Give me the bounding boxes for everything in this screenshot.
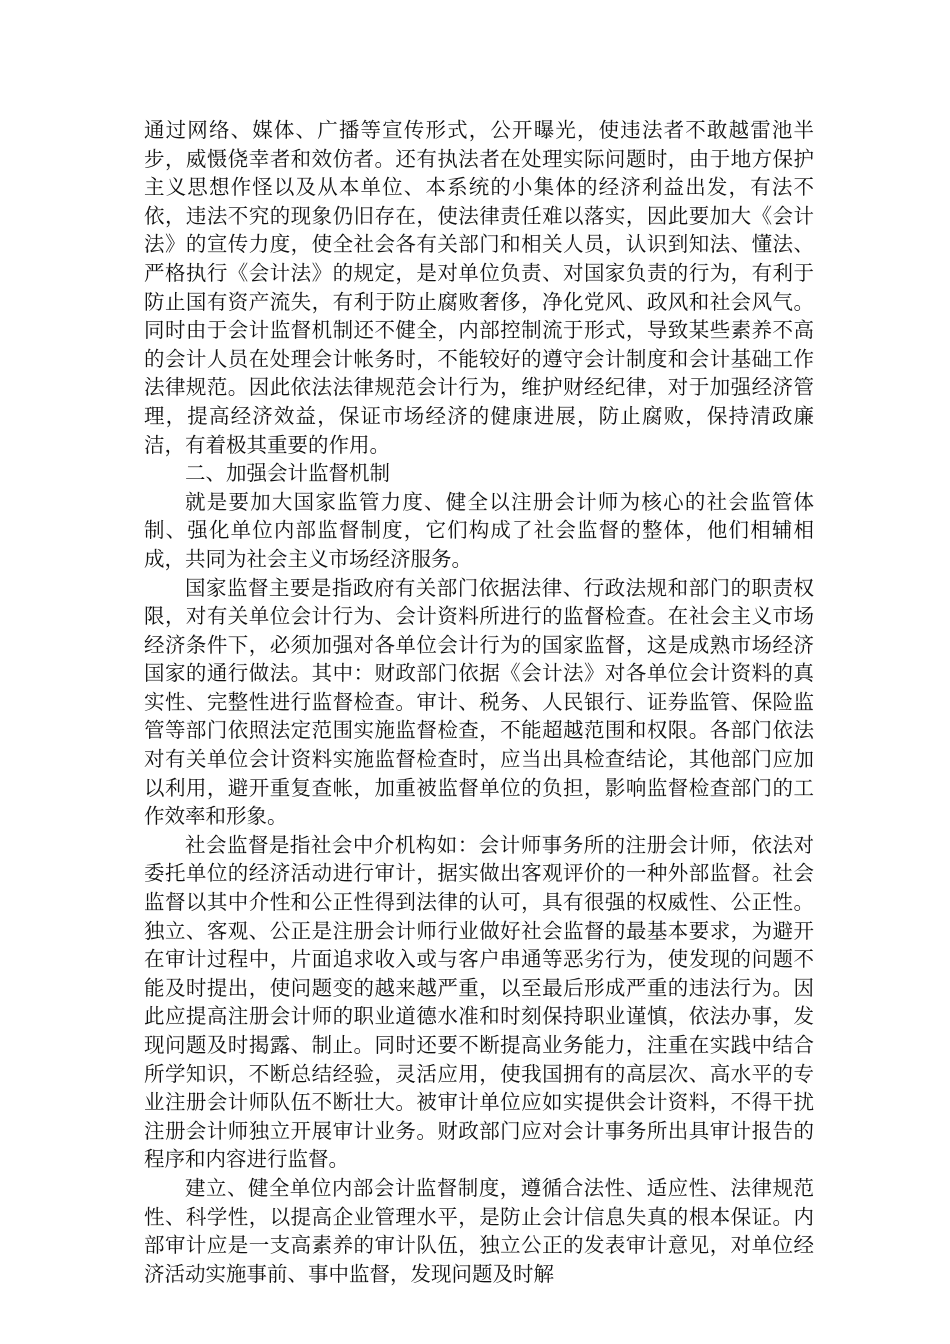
- paragraph-internal-supervision: 建立、健全单位内部会计监督制度，遵循合法性、适应性、法律规范性、科学性，以提高企业管理水平，是防止会计信息失真的根本保证。内部审计应是一支高素养的审计队伍，独立公正的发表审计意见，对单位经济活动实施事前、事中监督，发现问题及时解: [144, 1175, 814, 1286]
- document-body: [144, 116, 814, 1288]
- paragraph-intro: 就是要加大国家监管力度、健全以注册会计师为核心的社会监管体制、强化单位内部监督制度，它们构成了社会监督的整体，他们相辅相成，共同为社会主义市场经济服务。: [144, 489, 814, 571]
- paragraph-state-supervision: 国家监督主要是指政府有关部门依据法律、行政法规和部门的职责权限，对有关单位会计行为、会计资料所进行的监督检查。在社会主义市场经济条件下，必须加强对各单位会计行为的国家监督，这是成熟市场经济国家的通行做法。其中：财政部门依据《会计法》对各单位会计资料的真实性、完整性进行监督检查。审计、税务、人民银行、证券监管、保险监管等部门依照法定范围实施监督检查，不能超越范围和权限。各部门依法对有关单位会计资料实施监督检查时，应当出具检查结论，其他部门应加以利用，避开重复查帐，加重被监督单位的负担，影响监督检查部门的工作效率和形象。: [144, 575, 814, 829]
- paragraph-continued: 通过网络、媒体、广播等宣传形式，公开曝光，使违法者不敢越雷池半步，威慑侥幸者和效仿者。还有执法者在处理实际问题时，由于地方保护主义思想作怪以及从本单位、本系统的小集体的经济利益出发，有法不依，违法不究的现象仍旧存在，使法律责任难以落实，因此要加大《会计法》的宣传力度，使全社会各有关部门和相关人员，认识到知法、懂法、严格执行《会计法》的规定，是对单位负责、对国家负责的行为，有利于防止国有资产流失，有利于防止腐败奢侈，净化党风、政风和社会风气。同时由于会计监督机制还不健全，内部控制流于形式，导致某些素养不高的会计人员在处理会计帐务时，不能较好的遵守会计制度和会计基础工作法律规范。因此依法法律规范会计行为，维护财经纪律，对于加强经济管理，提高经济效益，保证市场经济的健康进展，防止腐败，保持清政廉洁，有着极其重要的作用。: [144, 118, 814, 457]
- paragraph-social-supervision: 社会监督是指社会中介机构如：会计师事务所的注册会计师，依法对委托单位的经济活动进行审计，据实做出客观评价的一种外部监督。社会监督以其中介性和公正性得到法律的认可，具有很强的权威性、公正性。独立、客观、公正是注册会计师行业做好社会监督的最基本要求，为避开在审计过程中，片面追求收入或与客户串通等恶劣行为，使发现的问题不能及时提出，使问题变的越来越严重，以至最后形成严重的违法行为。因此应提高注册会计师的职业道德水准和时刻保持职业谨慎，依法办事，发现问题及时揭露、制止。同时还要不断提高业务能力，注重在实践中结合所学知识，不断总结经验，灵活应用，使我国拥有的高层次、高水平的专业注册会计师队伍不断壮大。被审计单位应如实提供会计资料，不得干扰注册会计师独立开展审计业务。财政部门应对会计事务所出具审计报告的程序和内容进行监督。: [144, 832, 814, 1172]
- section-heading: 二、加强会计监督机制: [185, 461, 390, 486]
